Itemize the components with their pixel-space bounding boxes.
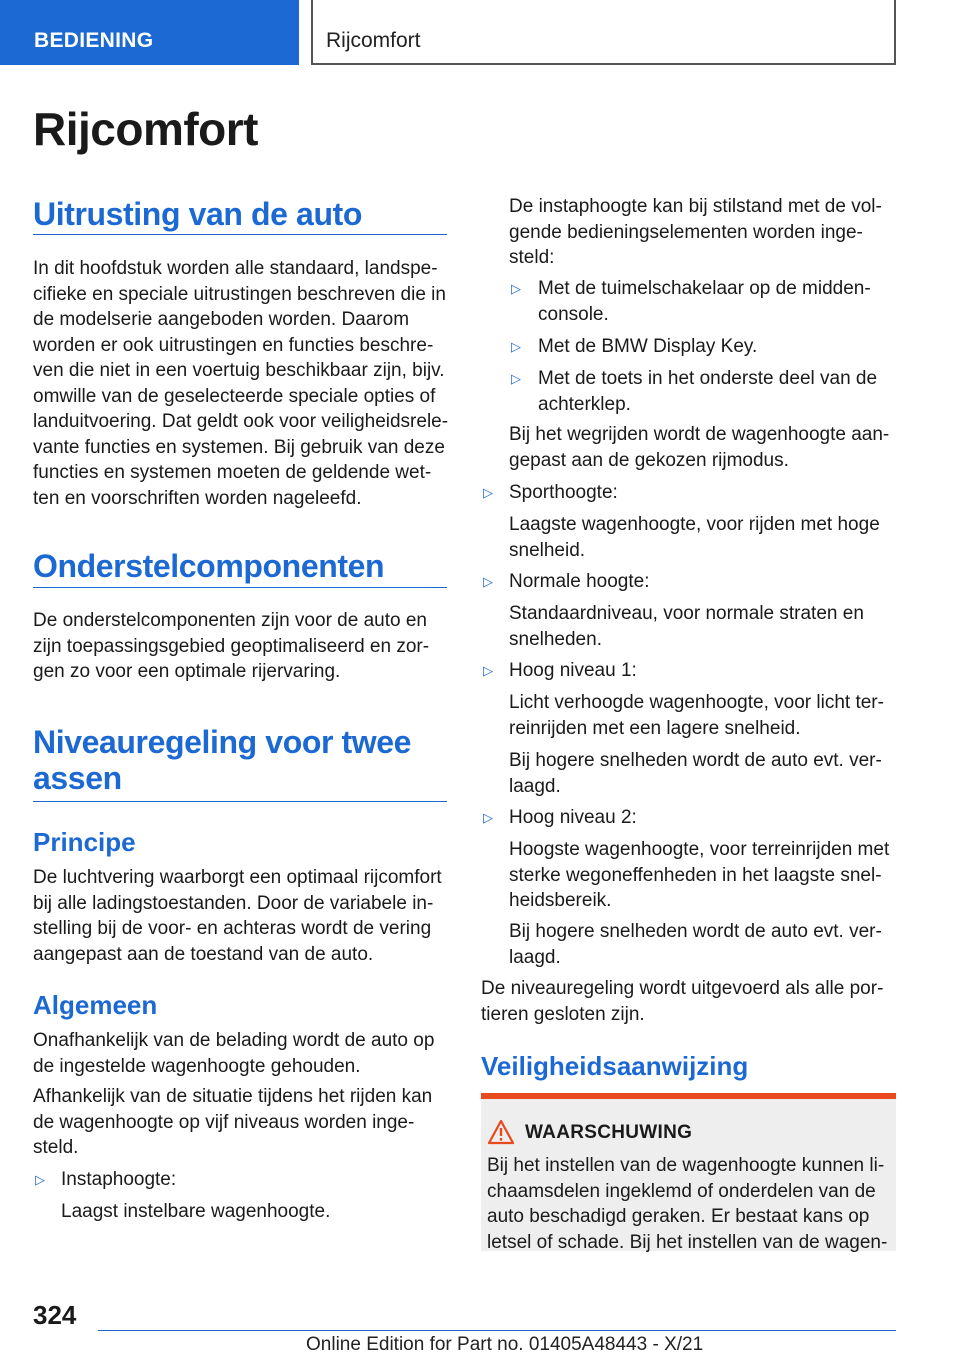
paragraph-wegrijden [509,422,904,473]
footer-rule [98,1330,896,1331]
subheading-principe: Principe [33,827,136,857]
bullet-hoog-niveau-1: Hoog niveau 1: [509,660,637,681]
paragraph-hoog-niveau-1b [509,748,904,799]
text-line: ven die niet in een voertuig beschikbaar zijn, bijv. [33,360,445,381]
text-line: achterklep. [538,393,631,415]
footer-edition: Online Edition for Part no. 01405A48443 - X/21 [306,1334,704,1355]
text-line: zijn toepassingsgebied geoptimaliseerd en zor‐ [33,635,430,657]
text-line: snelheid. [509,539,586,561]
paragraph-uitrusting [33,256,453,511]
text-line: bij alle ladingstoestanden. Door de variabele in‐ [33,892,434,914]
text-line: Met de toets in het onderste deel van de [538,368,878,389]
text-line: stelling bij de voor- en achteras wordt de vering [33,918,432,939]
text-line: gende bedieningselementen worden inge‐ [509,221,863,243]
subheading-veiligheid: Veiligheidsaanwijzing [481,1051,749,1081]
heading-onderstel: Onderstelcomponenten [33,548,385,584]
triangle-right-outline-icon: ▷ [511,371,521,386]
text-line: Standaardniveau, voor normale straten en [509,603,864,624]
text-line: De niveauregeling wordt uitgevoerd als alle por‐ [481,978,884,999]
text-line: Bij hogere snelheden wordt de auto evt. ver‐ [509,921,882,942]
sub-bullet-tuimelschakelaar [538,276,898,327]
text-line: vante functies en systemen. Bij gebruik van deze [33,436,445,458]
text-line: ten en voorschriften worden nageleefd. [33,487,362,509]
bullet-normale-hoogte: Normale hoogte: [509,571,650,592]
header-chapter-label: Rijcomfort [326,29,421,52]
text-line: Met de tuimelschakelaar op de midden‐ [538,278,871,299]
text-line: Bij het instellen van de wagenhoogte kunnen li‐ [487,1155,885,1176]
text-line: Bij het wegrijden wordt de wagenhoogte aan‐ [509,424,890,445]
page-title: Rijcomfort [33,103,258,155]
text-line: letsel of schade. Bij het instellen van de wagen‐ [487,1231,888,1253]
paragraph-slot [481,976,901,1027]
paragraph-instaphoogte-bediening [509,194,899,271]
warning-triangle-icon [487,1119,515,1145]
text-line: De luchtvering waarborgt een optimaal rijcomfort [33,867,442,888]
text-line: de ingestelde wagenhoogte gehouden. [33,1055,361,1077]
text-line: De instaphoogte kan bij stilstand met de vol‐ [509,196,882,217]
paragraph-algemeen-1 [33,1028,453,1079]
subheading-algemeen: Algemeen [33,990,158,1020]
bullet-instaphoogte: Instaphoogte: [61,1169,177,1190]
sub-bullet-display-key [538,334,898,360]
text-line: assen [33,760,122,796]
triangle-right-outline-icon: ▷ [35,1172,45,1187]
triangle-right-outline-icon: ▷ [483,663,493,678]
text-line: worden er ook uitrustingen en functies beschre‐ [33,334,434,356]
text-line: sterke wegoneffenheden in het laagste snel‐ [509,864,882,886]
sub-bullet-achterklep [538,366,898,417]
paragraph-normale-hoogte [509,601,904,652]
text-line: Niveauregeling voor twee [33,724,412,760]
header-section-tab [0,0,299,65]
paragraph-hoog-niveau-2a [509,837,904,914]
text-line: reinrijden met een lagere snelheid. [509,717,801,739]
page-number: 324 [33,1300,77,1330]
warning-text [487,1153,897,1255]
text-line: de wagenhoogte op vijf niveaus worden inge‐ [33,1111,415,1133]
triangle-right-outline-icon: ▷ [511,339,521,354]
text-line: laagd. [509,946,561,968]
text-line: Onafhankelijk van de belading wordt de auto op [33,1030,435,1051]
text-line: laagd. [509,775,561,797]
text-line: gen zo voor een optimale rijervaring. [33,661,341,682]
text-line: tieren gesloten zijn. [481,1003,645,1025]
text-line: landuitvoering. Dat geldt ook voor veiligheidsrele‐ [33,411,449,432]
heading-rule [33,801,447,802]
text-line: Afhankelijk van de situatie tijdens het rijden kan [33,1086,433,1107]
heading-niveauregeling [33,724,411,796]
bullet-hoog-niveau-2: Hoog niveau 2: [509,807,637,828]
text-line: Hoogste wagenhoogte, voor terreinrijden met [509,839,890,860]
text-line: chaamsdelen ingeklemd of onderdelen van de [487,1180,876,1202]
heading-rule [33,234,447,235]
triangle-right-outline-icon: ▷ [483,574,493,589]
text-line: auto beschadigd geraken. Er bestaat kans op [487,1206,870,1227]
paragraph-sporthoogte [509,512,904,563]
paragraph-hoog-niveau-1a [509,690,904,741]
bullet-sporthoogte: Sporthoogte: [509,482,618,503]
triangle-right-outline-icon: ▷ [483,485,493,500]
text-line: steld: [509,247,555,268]
paragraph-onderstel [33,608,453,685]
text-line: gepast aan de gekozen rijmodus. [509,449,789,471]
header-section-label: BEDIENING [34,29,154,52]
text-line: aangepast aan de toestand van de auto. [33,943,374,965]
paragraph-instaphoogte: Laagst instelbare wagenhoogte. [61,1201,331,1222]
paragraph-principe [33,865,453,967]
heading-rule [33,587,447,588]
text-line: cifieke en speciale uitrustingen beschreven die in [33,283,446,305]
text-line: In dit hoofdstuk worden alle standaard, landspe‐ [33,258,438,279]
text-line: console. [538,303,609,325]
text-line: omwille van de geselecteerde speciale opties of [33,385,436,407]
text-line: heidsbereik. [509,890,612,911]
triangle-right-outline-icon: ▷ [511,281,521,296]
text-line: snelheden. [509,628,602,650]
text-line: Met de BMW Display Key. [538,336,758,357]
text-line: Bij hogere snelheden wordt de auto evt. ver‐ [509,750,882,771]
header-chapter-tab [311,0,896,65]
text-line: functies en systemen moeten de geldende wet‐ [33,462,432,483]
text-line: Laagste wagenhoogte, voor rijden met hoge [509,514,880,535]
text-line: steld. [33,1137,79,1158]
heading-uitrusting: Uitrusting van de auto [33,196,362,232]
text-line: De onderstelcomponenten zijn voor de auto en [33,610,427,631]
paragraph-algemeen-2 [33,1084,453,1161]
text-line: de modelserie aangeboden worden. Daarom [33,309,410,330]
triangle-right-outline-icon: ▷ [483,810,493,825]
paragraph-hoog-niveau-2b [509,919,904,970]
warning-title: WAARSCHUWING [525,1122,693,1143]
text-line: Licht verhoogde wagenhoogte, voor licht ter‐ [509,692,884,713]
